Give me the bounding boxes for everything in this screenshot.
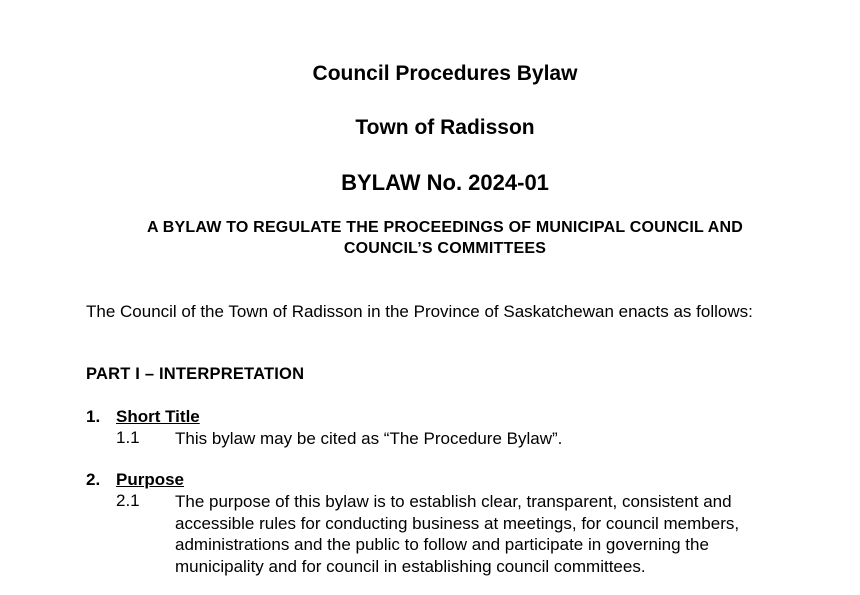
subtitle-line-1: A BYLAW TO REGULATE THE PROCEEDINGS OF MUNICIPAL COUNCIL AND [146,219,743,236]
subtitle-line-2: COUNCIL’S COMMITTEES [343,240,547,257]
municipality-name: Town of Radisson [355,116,535,139]
document-title: Council Procedures Bylaw [312,62,578,85]
subsection-text: This bylaw may be cited as “The Procedure Bylaw”. [175,429,563,448]
subsection-number: 1.1 [116,428,140,447]
section-number: 2. [86,470,101,489]
section-number: 1. [86,407,101,426]
subsection-text: The purpose of this bylaw is to establish clear, transparent, consistent and accessible rules for conducting business at meetings, for council members, administrations and the public to follow and participate in governing the municipality and for council in establishing council committees. [175,492,740,576]
section-title: Short Title [116,407,200,426]
subsection-number: 2.1 [116,491,140,510]
bylaw-subtitle [0,217,860,259]
enactment-clause: The Council of the Town of Radisson in the Province of Saskatchewan enacts as follows: [86,302,753,321]
part-heading: PART I – INTERPRETATION [86,365,305,383]
bylaw-number: BYLAW No. 2024-01 [341,170,549,195]
section-title: Purpose [116,470,185,489]
